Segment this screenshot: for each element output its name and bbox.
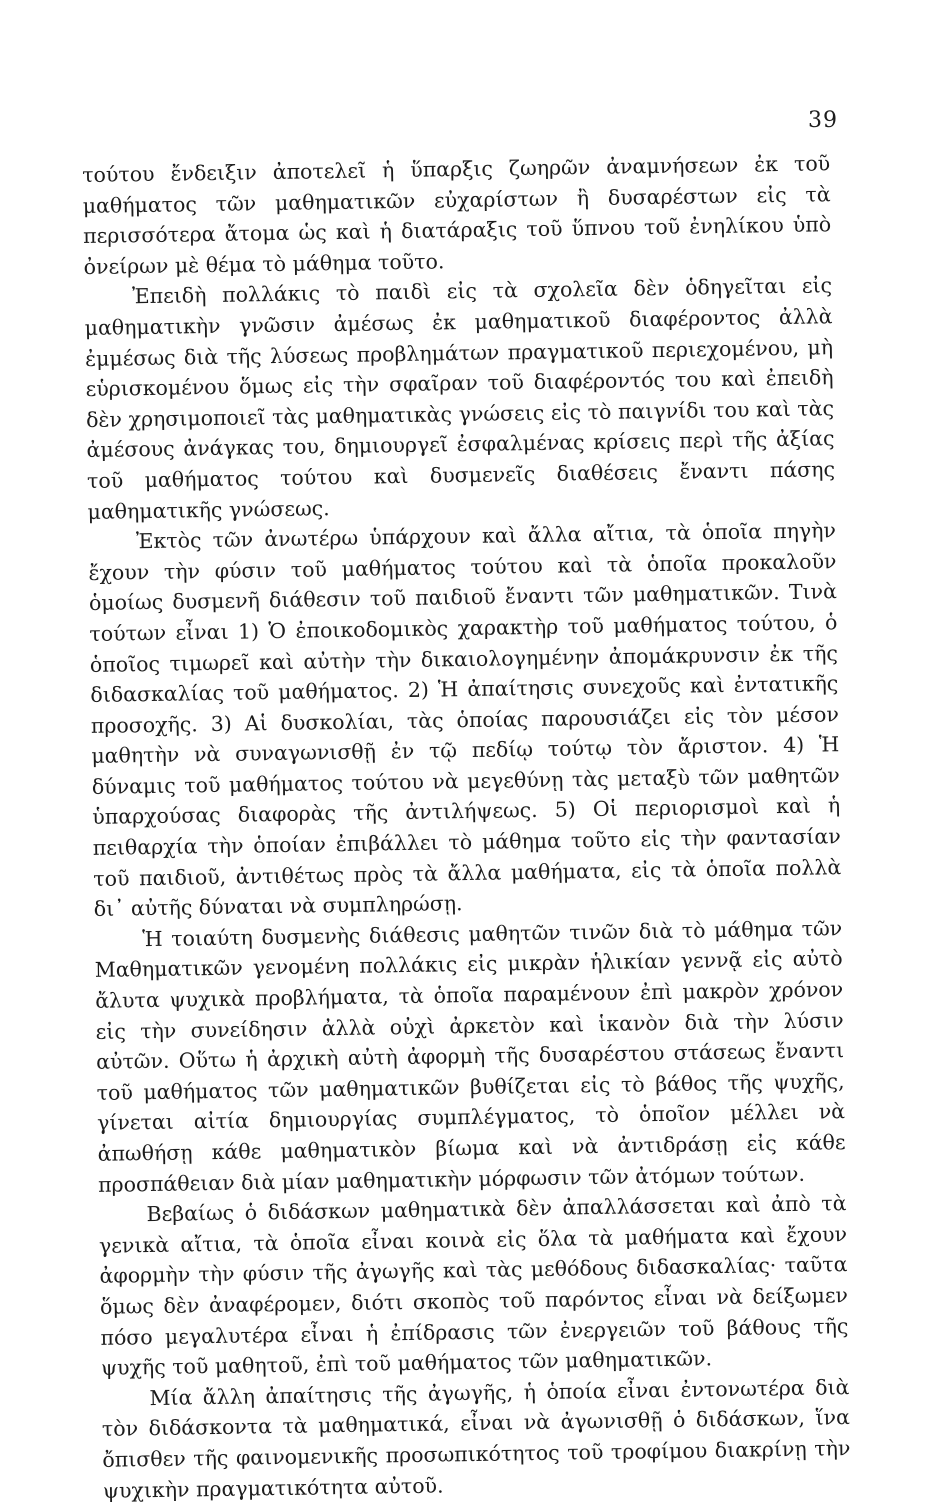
page-number: 39 xyxy=(808,108,838,133)
body-text xyxy=(82,148,851,1506)
paragraph-unfavorable-disposition: Ἡ τοιαύτη δυσμενὴς διάθεσις μαθητῶν τινῶν διὰ τὸ μάθημα τῶν Μαθηματικῶν γενομένη πολλάκις εἰς μικρὰν ἡλικίαν γεννᾷ εἰς αὐτὸ ἄλυτα ψυχικὰ προβλήματα, τὰ ὁποῖα παραμένουν ἐπὶ μακρὸν χρόνον εἰς τὴν συνείδησιν ἀλλὰ οὐχὶ ἀρκετὸν καὶ ἱκανὸν διὰ τὴν λύσιν αὐτῶν. Οὕτω ἡ ἀρχικὴ αὐτὴ ἀφορμὴ τῆς δυσαρέστου στάσεως ἔναντι τοῦ μαθήματος τῶν μαθηματικῶν βυθίζεται εἰς τὸ βάθος τῆς ψυχῆς, γίνεται αἰτία δημιουργίας συμπλέγματος, τὸ ὁποῖον μέλλει νὰ ἀπωθήσῃ κάθε μαθηματικὸν βίωμα καὶ νὰ ἀντιδράσῃ εἰς κάθε προσπάθειαν διὰ μίαν μαθηματικὴν μόρφωσιν τῶν ἀτόμων τούτων. xyxy=(94,915,846,1197)
paragraph-indirect-learning: Ἐπειδὴ πολλάκις τὸ παιδὶ εἰς τὰ σχολεῖα δὲν ὁδηγεῖται εἰς μαθηματικὴν γνῶσιν ἀμέσως ἐκ μαθηματικοῦ διαφέροντος ἀλλὰ ἐμμέσως διὰ τῆς λύσεως προβλημάτων πραγματικοῦ περιεχομένου, μὴ εὑρισκομένου ὅμως εἰς τὴν σφαῖραν τοῦ διαφέροντός του καὶ ἐπειδὴ δὲν χρησιμοποιεῖ τὰς μαθηματικὰς γνώσεις εἰς τὸ παιγνίδι του καὶ τὰς ἀμέσους ἀνάγκας του, δημιουργεῖ ἐσφαλμένας κρίσεις περὶ τῆς ἀξίας τοῦ μαθήματος τούτου καὶ δυσμενεῖς διαθέσεις ἔναντι πάσης μαθηματικῆς γνώσεως. xyxy=(84,273,836,524)
paragraph-general-causes: Βεβαίως ὁ διδάσκων μαθηματικὰ δὲν ἀπαλλάσσεται καὶ ἀπὸ τὰ γενικὰ αἴτια, τὰ ὁποῖα εἶναι κοινὰ εἰς ὅλα τὰ μαθήματα καὶ ἔχουν ἀφορμὴν τὴν φύσιν τῆς ἀγωγῆς καὶ τὰς μεθόδους διδασκαλίας· ταῦτα ὅμως δὲν ἀναφέρομεν, διότι σκοπὸς τοῦ παρόντος εἶναι νὰ δείξωμεν πόσο μεγαλυτέρα εἶναι ἡ ἐπίδρασις τῶν ἐνεργειῶν τοῦ βάθους τῆς ψυχῆς τοῦ μαθητοῦ, ἐπὶ τοῦ μαθήματος τῶν μαθηματικῶν. xyxy=(98,1191,849,1381)
paragraph-another-requirement: Μία ἄλλη ἀπαίτησις τῆς ἀγωγῆς, ἡ ὁποία εἶναι ἐντονωτέρα διὰ τὸν διδάσκοντα τὰ μαθηματικά, εἶναι νὰ ἀγωνισθῇ ὁ διδάσκων, ἵνα ὄπισθεν τῆς φαινομενικῆς προσωπικότητος τοῦ τροφίμου διακρίνῃ τὴν ψυχικὴν πραγματικότητα αὐτοῦ. xyxy=(101,1374,851,1503)
paragraph-continuation: τούτου ἔνδειξιν ἀποτελεῖ ἡ ὕπαρξις ζωηρῶν ἀναμνήσεων ἐκ τοῦ μαθήματος τῶν μαθηματικῶν εὐχαρίστων ἢ δυσαρέστων εἰς τὰ περισσότερα ἄτομα ὡς καὶ ἡ διατάραξις τοῦ ὕπνου τοῦ ἐνηλίκου ὑπὸ ὀνείρων μὲ θέμα τὸ μάθημα τοῦτο. xyxy=(82,151,832,279)
paragraph-other-causes: Ἐκτὸς τῶν ἀνωτέρω ὑπάρχουν καὶ ἄλλα αἴτια, τὰ ὁποῖα πηγὴν ἔχουν τὴν φύσιν τοῦ μαθήματος τούτου καὶ τὰ ὁποῖα προκαλοῦν ὁμοίως δυσμενῆ διάθεσιν τοῦ παιδιοῦ ἔναντι τῶν μαθηματικῶν. Τινὰ τούτων εἶναι 1) Ὁ ἐποικοδομικὸς χαρακτὴρ τοῦ μαθήματος τούτου, ὁ ὁποῖος τιμωρεῖ καὶ αὐτὴν τὴν δικαιολογημένην ἀπομάκρυνσιν ἐκ τῆς διδασκαλίας τοῦ μαθήματος. 2) Ἡ ἀπαίτησις συνεχοῦς καὶ ἐντατικῆς προσοχῆς. 3) Αἱ δυσκολίαι, τὰς ὁποίας παρουσιάζει εἰς τὸν μέσον μαθητὴν νὰ συναγωνισθῇ ἐν τῷ πεδίῳ τούτῳ τὸν ἄριστον. 4) Ἡ δύναμις τοῦ μαθήματος τούτου νὰ μεγεθύνῃ τὰς μεταξὺ τῶν μαθητῶν ὑπαρχούσας διαφορὰς τῆς ἀντιλήψεως. 5) Οἱ περιορισμοὶ καὶ ἡ πειθαρχία τὴν ὁποίαν ἐπιβάλλει τὸ μάθημα τοῦτο εἰς τὴν φαντασίαν τοῦ παιδιοῦ, ἀντιθέτως πρὸς τὰ ἄλλα μαθήματα, εἰς τὰ ὁποῖα πολλὰ δι᾽ αὐτῆς δύναται νὰ συμπληρώσῃ. xyxy=(88,518,842,922)
